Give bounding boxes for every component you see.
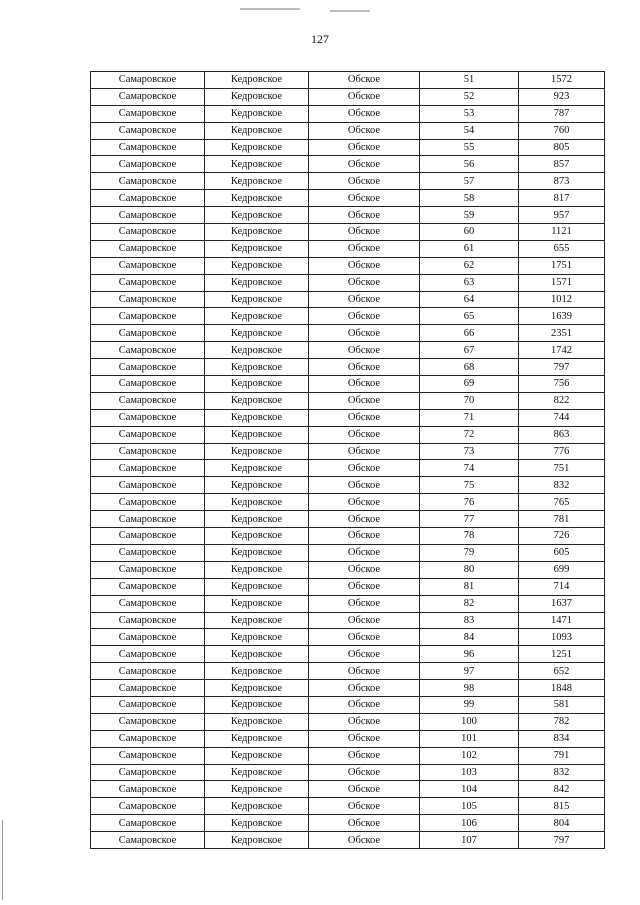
- table-row: [91, 156, 605, 173]
- value-cell: 2351: [519, 325, 605, 342]
- area-cell: Обское: [309, 376, 420, 393]
- area-cell: Обское: [309, 832, 420, 849]
- field-cell: Кедровское: [205, 274, 309, 291]
- area-cell: Обское: [309, 460, 420, 477]
- number-cell: 98: [420, 680, 519, 697]
- field-cell: Кедровское: [205, 190, 309, 207]
- number-cell: 58: [420, 190, 519, 207]
- field-cell: Кедровское: [205, 139, 309, 156]
- number-cell: 53: [420, 105, 519, 122]
- area-cell: Обское: [309, 139, 420, 156]
- number-cell: 68: [420, 359, 519, 376]
- number-cell: 97: [420, 663, 519, 680]
- value-cell: 760: [519, 122, 605, 139]
- table-row: [91, 291, 605, 308]
- field-cell: Кедровское: [205, 528, 309, 545]
- table-row: [91, 122, 605, 139]
- value-cell: 699: [519, 561, 605, 578]
- table-row: [91, 190, 605, 207]
- field-cell: Кедровское: [205, 646, 309, 663]
- area-cell: Обское: [309, 798, 420, 815]
- table-row: [91, 595, 605, 612]
- number-cell: 52: [420, 88, 519, 105]
- district-cell: Самаровское: [91, 156, 205, 173]
- number-cell: 61: [420, 240, 519, 257]
- district-cell: Самаровское: [91, 544, 205, 561]
- table-row: [91, 747, 605, 764]
- number-cell: 62: [420, 257, 519, 274]
- district-cell: Самаровское: [91, 376, 205, 393]
- area-cell: Обское: [309, 105, 420, 122]
- field-cell: Кедровское: [205, 173, 309, 190]
- value-cell: 797: [519, 832, 605, 849]
- table-row: [91, 477, 605, 494]
- field-cell: Кедровское: [205, 832, 309, 849]
- value-cell: 1471: [519, 612, 605, 629]
- area-cell: Обское: [309, 646, 420, 663]
- area-cell: Обское: [309, 544, 420, 561]
- district-cell: Самаровское: [91, 240, 205, 257]
- value-cell: 782: [519, 713, 605, 730]
- district-cell: Самаровское: [91, 207, 205, 224]
- area-cell: Обское: [309, 291, 420, 308]
- value-cell: 744: [519, 409, 605, 426]
- field-cell: Кедровское: [205, 88, 309, 105]
- area-cell: Обское: [309, 190, 420, 207]
- district-cell: Самаровское: [91, 680, 205, 697]
- number-cell: 100: [420, 713, 519, 730]
- district-cell: Самаровское: [91, 578, 205, 595]
- number-cell: 65: [420, 308, 519, 325]
- table-row: [91, 612, 605, 629]
- number-cell: 81: [420, 578, 519, 595]
- area-cell: Обское: [309, 308, 420, 325]
- area-cell: Обское: [309, 426, 420, 443]
- district-cell: Самаровское: [91, 528, 205, 545]
- number-cell: 79: [420, 544, 519, 561]
- value-cell: 581: [519, 696, 605, 713]
- number-cell: 78: [420, 528, 519, 545]
- field-cell: Кедровское: [205, 612, 309, 629]
- area-cell: Обское: [309, 747, 420, 764]
- district-cell: Самаровское: [91, 392, 205, 409]
- area-cell: Обское: [309, 173, 420, 190]
- table-row: [91, 798, 605, 815]
- number-cell: 80: [420, 561, 519, 578]
- value-cell: 765: [519, 494, 605, 511]
- value-cell: 1121: [519, 224, 605, 241]
- value-cell: 605: [519, 544, 605, 561]
- scan-noise: [330, 10, 370, 12]
- district-cell: Самаровское: [91, 173, 205, 190]
- field-cell: Кедровское: [205, 342, 309, 359]
- area-cell: Обское: [309, 696, 420, 713]
- area-cell: Обское: [309, 325, 420, 342]
- table-row: [91, 257, 605, 274]
- field-cell: Кедровское: [205, 494, 309, 511]
- area-cell: Обское: [309, 342, 420, 359]
- area-cell: Обское: [309, 207, 420, 224]
- table-row: [91, 240, 605, 257]
- number-cell: 57: [420, 173, 519, 190]
- field-cell: Кедровское: [205, 443, 309, 460]
- area-cell: Обское: [309, 815, 420, 832]
- number-cell: 96: [420, 646, 519, 663]
- field-cell: Кедровское: [205, 207, 309, 224]
- value-cell: 957: [519, 207, 605, 224]
- area-cell: Обское: [309, 781, 420, 798]
- area-cell: Обское: [309, 359, 420, 376]
- number-cell: 77: [420, 511, 519, 528]
- district-cell: Самаровское: [91, 342, 205, 359]
- value-cell: 655: [519, 240, 605, 257]
- number-cell: 69: [420, 376, 519, 393]
- area-cell: Обское: [309, 156, 420, 173]
- district-cell: Самаровское: [91, 646, 205, 663]
- field-cell: Кедровское: [205, 511, 309, 528]
- district-cell: Самаровское: [91, 224, 205, 241]
- number-cell: 72: [420, 426, 519, 443]
- district-cell: Самаровское: [91, 443, 205, 460]
- number-cell: 83: [420, 612, 519, 629]
- value-cell: 863: [519, 426, 605, 443]
- district-cell: Самаровское: [91, 122, 205, 139]
- number-cell: 64: [420, 291, 519, 308]
- district-cell: Самаровское: [91, 747, 205, 764]
- table-row: [91, 629, 605, 646]
- table-row: [91, 544, 605, 561]
- district-cell: Самаровское: [91, 798, 205, 815]
- district-cell: Самаровское: [91, 663, 205, 680]
- field-cell: Кедровское: [205, 72, 309, 89]
- district-cell: Самаровское: [91, 190, 205, 207]
- value-cell: 1093: [519, 629, 605, 646]
- area-cell: Обское: [309, 764, 420, 781]
- field-cell: Кедровское: [205, 764, 309, 781]
- value-cell: 776: [519, 443, 605, 460]
- field-cell: Кедровское: [205, 460, 309, 477]
- table-row: [91, 663, 605, 680]
- number-cell: 70: [420, 392, 519, 409]
- area-cell: Обское: [309, 680, 420, 697]
- field-cell: Кедровское: [205, 257, 309, 274]
- number-cell: 71: [420, 409, 519, 426]
- district-cell: Самаровское: [91, 291, 205, 308]
- number-cell: 75: [420, 477, 519, 494]
- page-number: 127: [311, 32, 329, 46]
- table-row: [91, 105, 605, 122]
- district-cell: Самаровское: [91, 426, 205, 443]
- area-cell: Обское: [309, 392, 420, 409]
- district-cell: Самаровское: [91, 409, 205, 426]
- field-cell: Кедровское: [205, 308, 309, 325]
- field-cell: Кедровское: [205, 359, 309, 376]
- area-cell: Обское: [309, 274, 420, 291]
- value-cell: 791: [519, 747, 605, 764]
- table-row: [91, 561, 605, 578]
- field-cell: Кедровское: [205, 325, 309, 342]
- area-cell: Обское: [309, 88, 420, 105]
- area-cell: Обское: [309, 713, 420, 730]
- field-cell: Кедровское: [205, 730, 309, 747]
- district-cell: Самаровское: [91, 781, 205, 798]
- field-cell: Кедровское: [205, 663, 309, 680]
- table-row: [91, 392, 605, 409]
- table-row: [91, 696, 605, 713]
- area-cell: Обское: [309, 240, 420, 257]
- area-cell: Обское: [309, 511, 420, 528]
- number-cell: 55: [420, 139, 519, 156]
- table-row: [91, 764, 605, 781]
- value-cell: 787: [519, 105, 605, 122]
- district-cell: Самаровское: [91, 460, 205, 477]
- area-cell: Обское: [309, 224, 420, 241]
- table-row: [91, 815, 605, 832]
- value-cell: 1637: [519, 595, 605, 612]
- number-cell: 102: [420, 747, 519, 764]
- district-cell: Самаровское: [91, 764, 205, 781]
- district-cell: Самаровское: [91, 612, 205, 629]
- value-cell: 804: [519, 815, 605, 832]
- scan-noise: [240, 8, 300, 10]
- field-cell: Кедровское: [205, 781, 309, 798]
- number-cell: 104: [420, 781, 519, 798]
- area-cell: Обское: [309, 477, 420, 494]
- value-cell: 832: [519, 477, 605, 494]
- value-cell: 873: [519, 173, 605, 190]
- field-cell: Кедровское: [205, 798, 309, 815]
- field-cell: Кедровское: [205, 224, 309, 241]
- district-cell: Самаровское: [91, 105, 205, 122]
- value-cell: 834: [519, 730, 605, 747]
- area-cell: Обское: [309, 494, 420, 511]
- field-cell: Кедровское: [205, 426, 309, 443]
- district-cell: Самаровское: [91, 713, 205, 730]
- table-row: [91, 88, 605, 105]
- district-cell: Самаровское: [91, 561, 205, 578]
- table-row: [91, 426, 605, 443]
- district-cell: Самаровское: [91, 595, 205, 612]
- area-cell: Обское: [309, 612, 420, 629]
- table-row: [91, 680, 605, 697]
- district-cell: Самаровское: [91, 477, 205, 494]
- district-cell: Самаровское: [91, 494, 205, 511]
- table-row: [91, 713, 605, 730]
- area-cell: Обское: [309, 528, 420, 545]
- table-row: [91, 460, 605, 477]
- number-cell: 54: [420, 122, 519, 139]
- number-cell: 73: [420, 443, 519, 460]
- table-row: [91, 832, 605, 849]
- area-cell: Обское: [309, 663, 420, 680]
- field-cell: Кедровское: [205, 629, 309, 646]
- value-cell: 822: [519, 392, 605, 409]
- value-cell: 815: [519, 798, 605, 815]
- table-row: [91, 730, 605, 747]
- scan-noise: [2, 820, 3, 900]
- field-cell: Кедровское: [205, 156, 309, 173]
- number-cell: 99: [420, 696, 519, 713]
- table-row: [91, 224, 605, 241]
- field-cell: Кедровское: [205, 713, 309, 730]
- district-cell: Самаровское: [91, 832, 205, 849]
- number-cell: 84: [420, 629, 519, 646]
- number-cell: 60: [420, 224, 519, 241]
- field-cell: Кедровское: [205, 105, 309, 122]
- table-row: [91, 139, 605, 156]
- district-cell: Самаровское: [91, 730, 205, 747]
- table-row: [91, 308, 605, 325]
- district-cell: Самаровское: [91, 511, 205, 528]
- number-cell: 107: [420, 832, 519, 849]
- area-cell: Обское: [309, 122, 420, 139]
- district-cell: Самаровское: [91, 815, 205, 832]
- district-cell: Самаровское: [91, 257, 205, 274]
- value-cell: 1742: [519, 342, 605, 359]
- area-cell: Обское: [309, 72, 420, 89]
- district-cell: Самаровское: [91, 696, 205, 713]
- field-cell: Кедровское: [205, 595, 309, 612]
- value-cell: 817: [519, 190, 605, 207]
- area-cell: Обское: [309, 443, 420, 460]
- table-row: [91, 781, 605, 798]
- field-cell: Кедровское: [205, 680, 309, 697]
- number-cell: 66: [420, 325, 519, 342]
- value-cell: 1571: [519, 274, 605, 291]
- number-cell: 67: [420, 342, 519, 359]
- table-row: [91, 376, 605, 393]
- number-cell: 103: [420, 764, 519, 781]
- district-cell: Самаровское: [91, 629, 205, 646]
- value-cell: 1639: [519, 308, 605, 325]
- table-row: [91, 274, 605, 291]
- value-cell: 923: [519, 88, 605, 105]
- number-cell: 82: [420, 595, 519, 612]
- number-cell: 51: [420, 72, 519, 89]
- number-cell: 59: [420, 207, 519, 224]
- number-cell: 63: [420, 274, 519, 291]
- data-table: [90, 71, 605, 849]
- field-cell: Кедровское: [205, 477, 309, 494]
- field-cell: Кедровское: [205, 291, 309, 308]
- area-cell: Обское: [309, 595, 420, 612]
- field-cell: Кедровское: [205, 376, 309, 393]
- area-cell: Обское: [309, 409, 420, 426]
- table-row: [91, 342, 605, 359]
- number-cell: 74: [420, 460, 519, 477]
- field-cell: Кедровское: [205, 578, 309, 595]
- value-cell: 797: [519, 359, 605, 376]
- district-cell: Самаровское: [91, 139, 205, 156]
- field-cell: Кедровское: [205, 815, 309, 832]
- value-cell: 652: [519, 663, 605, 680]
- value-cell: 751: [519, 460, 605, 477]
- area-cell: Обское: [309, 257, 420, 274]
- number-cell: 76: [420, 494, 519, 511]
- field-cell: Кедровское: [205, 409, 309, 426]
- value-cell: 1751: [519, 257, 605, 274]
- value-cell: 756: [519, 376, 605, 393]
- value-cell: 1572: [519, 72, 605, 89]
- value-cell: 1848: [519, 680, 605, 697]
- field-cell: Кедровское: [205, 392, 309, 409]
- value-cell: 1251: [519, 646, 605, 663]
- table-row: [91, 443, 605, 460]
- value-cell: 832: [519, 764, 605, 781]
- field-cell: Кедровское: [205, 544, 309, 561]
- district-cell: Самаровское: [91, 325, 205, 342]
- number-cell: 106: [420, 815, 519, 832]
- value-cell: 781: [519, 511, 605, 528]
- number-cell: 101: [420, 730, 519, 747]
- field-cell: Кедровское: [205, 122, 309, 139]
- table-row: [91, 359, 605, 376]
- number-cell: 56: [420, 156, 519, 173]
- table-row: [91, 207, 605, 224]
- value-cell: 805: [519, 139, 605, 156]
- value-cell: 726: [519, 528, 605, 545]
- table-row: [91, 528, 605, 545]
- number-cell: 105: [420, 798, 519, 815]
- area-cell: Обское: [309, 578, 420, 595]
- area-cell: Обское: [309, 561, 420, 578]
- value-cell: 857: [519, 156, 605, 173]
- district-cell: Самаровское: [91, 72, 205, 89]
- table-row: [91, 511, 605, 528]
- table-row: [91, 325, 605, 342]
- field-cell: Кедровское: [205, 240, 309, 257]
- table-body: [91, 72, 605, 849]
- field-cell: Кедровское: [205, 696, 309, 713]
- district-cell: Самаровское: [91, 274, 205, 291]
- district-cell: Самаровское: [91, 308, 205, 325]
- table-row: [91, 409, 605, 426]
- district-cell: Самаровское: [91, 88, 205, 105]
- field-cell: Кедровское: [205, 747, 309, 764]
- table-row: [91, 646, 605, 663]
- area-cell: Обское: [309, 730, 420, 747]
- table-row: [91, 173, 605, 190]
- table-row: [91, 578, 605, 595]
- table-row: [91, 494, 605, 511]
- table-row: [91, 72, 605, 89]
- field-cell: Кедровское: [205, 561, 309, 578]
- value-cell: 842: [519, 781, 605, 798]
- district-cell: Самаровское: [91, 359, 205, 376]
- area-cell: Обское: [309, 629, 420, 646]
- value-cell: 1012: [519, 291, 605, 308]
- value-cell: 714: [519, 578, 605, 595]
